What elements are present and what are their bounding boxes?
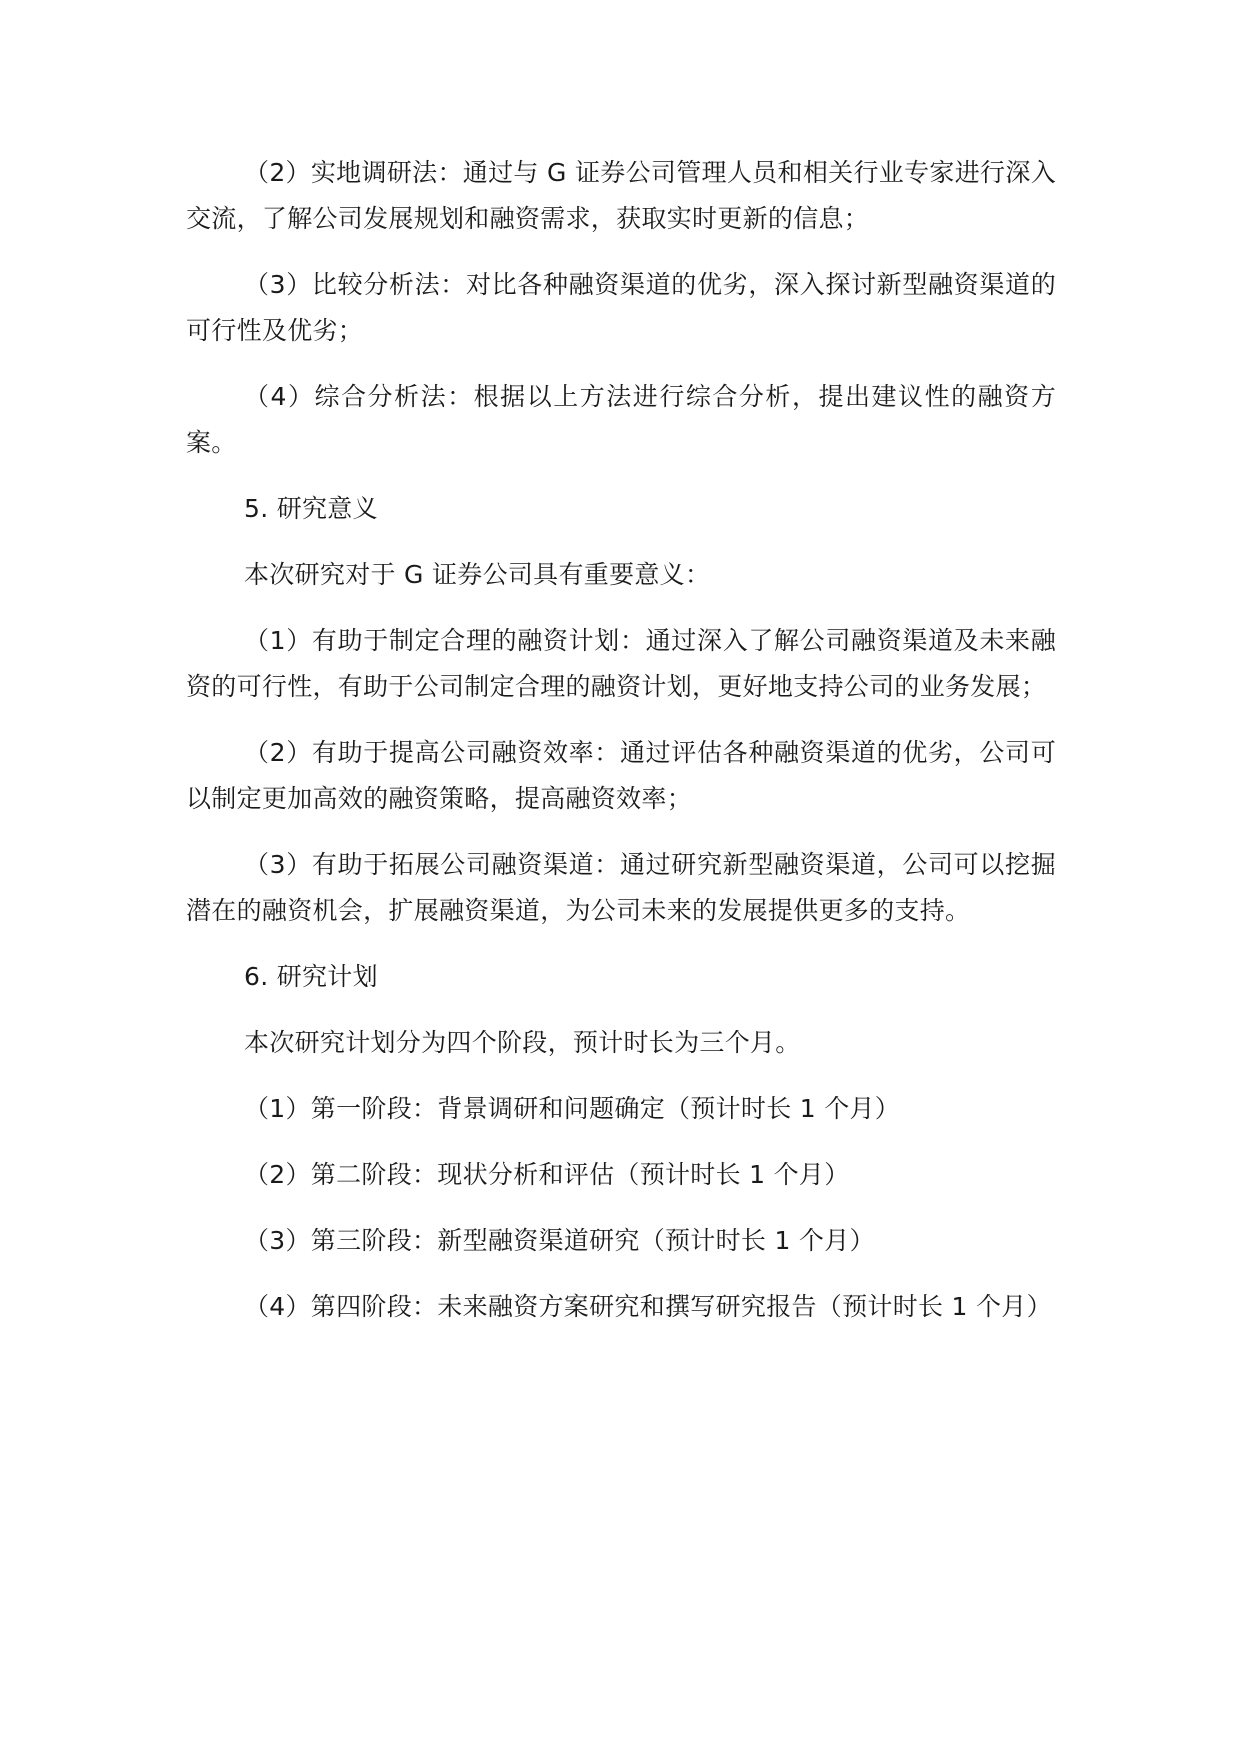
method-comparative-analysis: （3）比较分析法：对比各种融资渠道的优劣，深入探讨新型融资渠道的可行性及优劣； (186, 270, 1056, 345)
significance-item-1: （1）有助于制定合理的融资计划：通过深入了解公司融资渠道及未来融资的可行性，有助于公司制定合理的融资计划，更好地支持公司的业务发展； (186, 626, 1056, 701)
significance-intro: 本次研究对于 G 证券公司具有重要意义： (244, 560, 711, 589)
plan-stage-4: （4）第四阶段：未来融资方案研究和撰写研究报告（预计时长 1 个月） (244, 1292, 1052, 1321)
document-body (186, 150, 1056, 1350)
method-comprehensive-analysis: （4）综合分析法：根据以上方法进行综合分析，提出建议性的融资方案。 (186, 382, 1056, 457)
plan-intro: 本次研究计划分为四个阶段，预计时长为三个月。 (244, 1028, 801, 1057)
section-heading-plan: 6. 研究计划 (244, 962, 378, 991)
plan-stage-1: （1）第一阶段：背景调研和问题确定（预计时长 1 个月） (244, 1094, 901, 1123)
plan-stage-3: （3）第三阶段：新型融资渠道研究（预计时长 1 个月） (244, 1226, 875, 1255)
method-field-research: （2）实地调研法：通过与 G 证券公司管理人员和相关行业专家进行深入交流，了解公司发展规划和融资需求，获取实时更新的信息； (186, 158, 1056, 233)
significance-item-2: （2）有助于提高公司融资效率：通过评估各种融资渠道的优劣，公司可以制定更加高效的融资策略，提高融资效率； (186, 738, 1056, 813)
section-heading-significance: 5. 研究意义 (244, 494, 378, 523)
significance-item-3: （3）有助于拓展公司融资渠道：通过研究新型融资渠道，公司可以挖掘潜在的融资机会，扩展融资渠道，为公司未来的发展提供更多的支持。 (186, 850, 1056, 925)
plan-stage-2: （2）第二阶段：现状分析和评估（预计时长 1 个月） (244, 1160, 850, 1189)
